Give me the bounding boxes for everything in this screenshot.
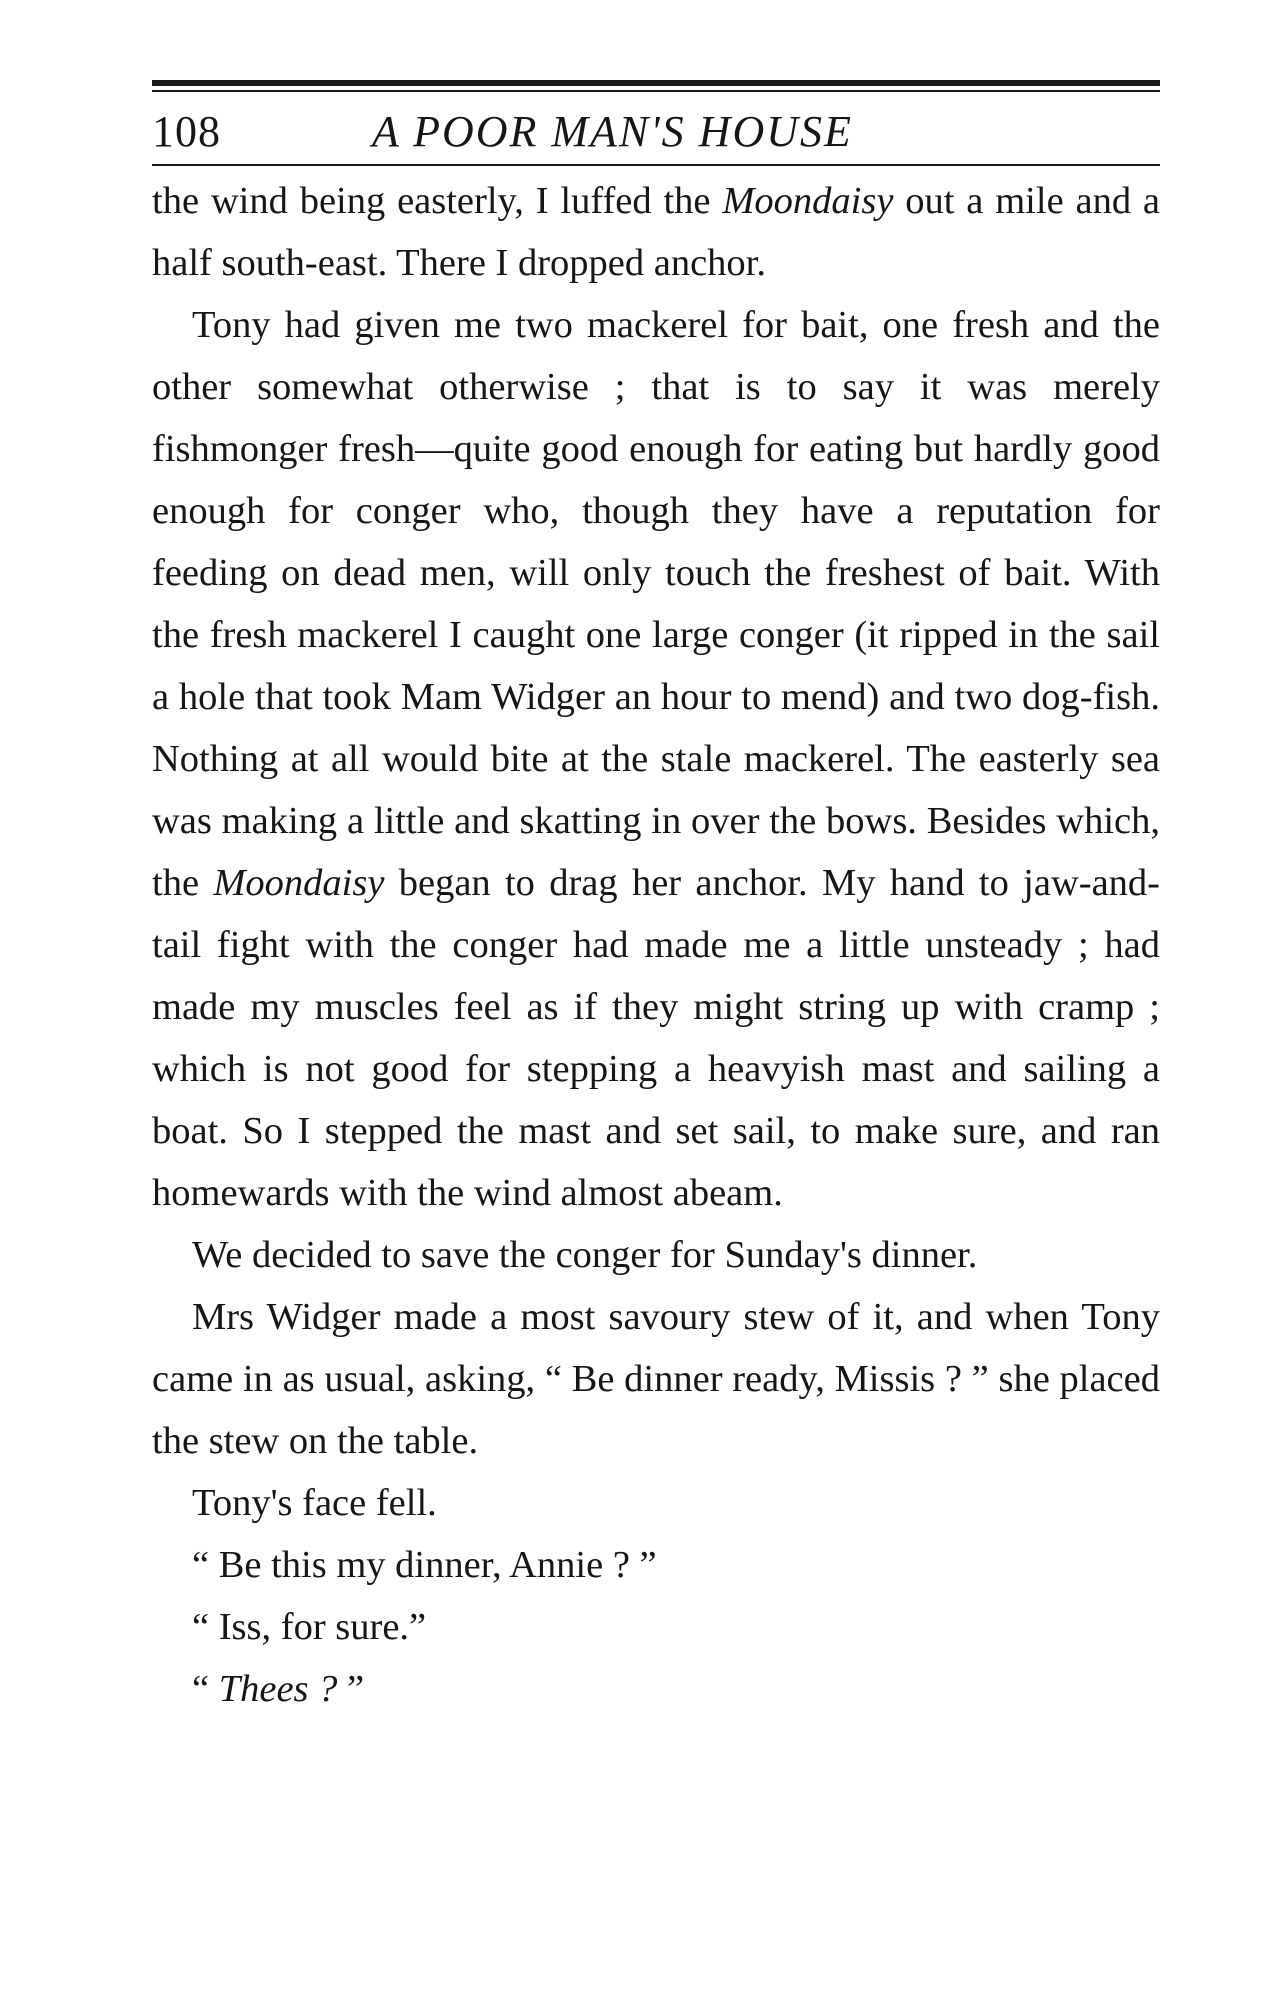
text-run: Mrs Widger made a most savoury stew of it, and when Tony came in as usual, asking, “ Be dinner ready, Missis ? ” she placed the stew on the table. [152,1296,1160,1462]
paragraph [152,1286,1160,1472]
text-run: We decided to save the conger for Sunday's dinner. [192,1234,978,1276]
running-title: A POOR MAN'S HOUSE [372,107,853,156]
text-run: Tony had given me two mackerel for bait, one fresh and the other somewhat otherwise ; that is to say it was merely fishmonger fresh—quite good enough for eating but hardly good enough for conger who, though they have a reputation for feeding on dead men, will only touch the freshest of bait. With the fresh mackerel I caught one large conger (it ripped in the sail a hole that took Mam Widger an hour to mend) and two dog-fish. Nothing at all would bite at the stale mackerel. The easterly sea was making a little and skatting in over the bows. Besides which, the [152,304,1160,904]
body-text [152,170,1160,1720]
text-run: “ Iss, for sure.” [192,1606,427,1648]
paragraph [152,294,1160,1224]
paragraph [152,1472,1160,1534]
text-run: ” [337,1668,365,1710]
book-page [152,80,1160,1720]
dialogue-line [152,1596,1160,1658]
italic-word: Thees ? [218,1668,338,1710]
text-run: began to drag her anchor. My hand to jaw-and-tail fight with the conger had made me a little unsteady ; had made my muscles feel as if they might string up with cramp ; which is not good for stepping a heavyish mast and sailing a boat. So I stepped the mast and set sail, to make sure, and ran homewards with the wind almost abeam. [152,862,1160,1214]
text-run: “ Be this my dinner, Annie ? ” [192,1544,657,1586]
text-run: “ [192,1668,219,1710]
dialogue-line [152,1658,1160,1720]
text-run: Tony's face fell. [192,1482,437,1524]
paragraph [152,170,1160,294]
header-rule-bottom [152,164,1160,166]
ship-name: Moondaisy [213,862,385,904]
text-run: the wind being easterly, I luffed the [152,180,723,222]
paragraph [152,1224,1160,1286]
text-run: out a mile and a half south-east. There I dropped anchor. [152,180,1160,284]
dialogue-line [152,1534,1160,1596]
header-rule-thick [152,80,1160,86]
running-header [152,92,1160,164]
ship-name: Moondaisy [722,180,894,222]
page-number: 108 [152,107,221,156]
